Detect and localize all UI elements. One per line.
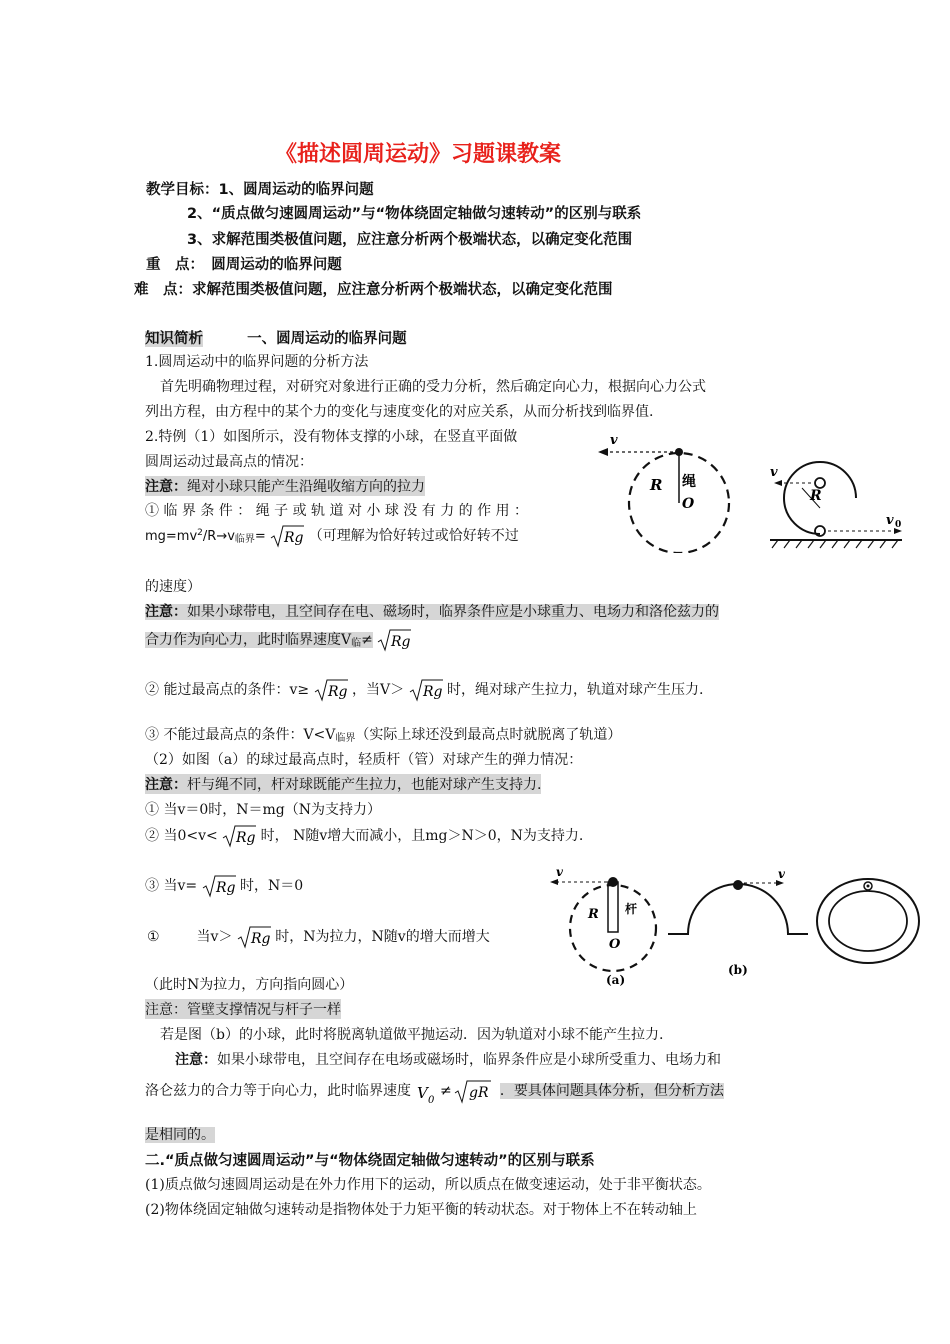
svg-text:Rg: Rg: [284, 530, 304, 546]
svg-text:Rg: Rg: [236, 830, 256, 846]
note-charged-field-2: 洛仑兹力的合力等于向心力，此时临界速度 V 0 ≠ gR ．要具体问题具体分析，但分析方法: [145, 1076, 724, 1106]
key-point: 重 点： 圆周运动的临界问题: [146, 257, 342, 273]
svg-text:Rg: Rg: [327, 684, 348, 700]
note-tube: 注意：管壁支撑情况与杆子一样: [145, 999, 341, 1019]
note-charged-2: 合力作为向心力，此时临界速度$V_临\ne$ Rg: [145, 632, 411, 650]
fig2-R-label: R: [810, 488, 822, 504]
sqrt-Rg: [270, 524, 304, 548]
case-intro-1: 2.特例（1）如图所示，没有物体支撑的小球，在竖直平面做: [145, 429, 518, 445]
figure-b-arch: [666, 868, 816, 978]
note-charged-field-3: 是相同的。: [145, 1127, 215, 1143]
section1-header: [145, 327, 407, 348]
rod-case-4: ① 当v＞ Rg 时，N为拉力，N随v的增大而增大: [147, 929, 490, 947]
figb-caption: (b): [728, 963, 748, 977]
svg-text:≠: ≠: [440, 1083, 453, 1099]
figure-tube-ring: [814, 876, 922, 966]
page-title: 《描述圆周运动》习题课教案: [275, 142, 562, 167]
fig1-v-label: v: [610, 433, 618, 448]
svg-text:gR: gR: [469, 1085, 489, 1101]
v0-neq-sqrt-gR: [415, 1076, 495, 1106]
fig2-v-label: v: [770, 465, 778, 480]
figa-rod-label: 杆: [625, 902, 638, 916]
objective-line-2: 2、“质点做匀速圆周运动”与“物体绕固定轴做匀速转动”的区别与联系: [187, 206, 642, 222]
method-title: 1.圆周运动中的临界问题的分析方法: [145, 354, 369, 370]
fig1-R-label: R: [650, 476, 663, 494]
figa-R-label: R: [588, 907, 599, 922]
rod-case-2: ② 当0<v< Rg 时， N随v增大而减小，且mg＞N＞0，N为支持力.: [145, 828, 584, 846]
note-rope: 注意：绳对小球只能产生沿绳收缩方向的拉力: [145, 476, 425, 496]
section2-line-1: (1)质点做匀速圆周运动是在外力作用下的运动，所以质点在做变速运动，处于非平衡状态。: [145, 1177, 711, 1193]
condition-over-top: ② 能过最高点的条件：v≥ Rg ，当V＞ Rg 时，绳对球产生拉力，轨道对球产生压力.: [145, 682, 704, 700]
case-intro-2: 圆周运动过最高点的情况：: [145, 454, 313, 470]
svg-text:0: 0: [428, 1095, 435, 1106]
objective-line-1: 教学目标：1、圆周运动的临界问题: [146, 182, 374, 198]
rod-case-1: ① 当v＝0时，N＝mg（N为支持力）: [145, 802, 382, 818]
figure-loop-track: [762, 452, 912, 552]
fig2-v0-sub: 0: [895, 520, 902, 530]
figa-O-label: O: [609, 937, 621, 952]
section2-line-2: (2)物体绕固定轴做匀速转动是指物体处于力矩平衡的转动状态。对于物体上不在转动轴上: [145, 1202, 697, 1218]
note-charged-1: 注意：如果小球带电，且空间存在电、磁场时，临界条件应是小球重力、电场力和洛伦兹力的: [145, 604, 719, 620]
rod-case-3: ③ 当v= Rg 时，N＝0: [145, 878, 304, 896]
svg-text:Rg: Rg: [250, 931, 271, 947]
fig2-v0-label: v: [886, 513, 894, 528]
section2-heading: 二.“质点做匀速圆周运动”与“物体绕固定轴做匀速转动”的区别与联系: [145, 1153, 595, 1169]
rod-case-note: （此时N为拉力，方向指向圆心）: [145, 977, 354, 993]
note-rod: 注意：杆与绳不同，杆对球既能产生拉力，也能对球产生支持力.: [145, 774, 541, 794]
method-line-2: 列出方程，由方程中的某个力的变化与速度变化的对应关系，从而分析找到临界值.: [145, 404, 654, 420]
fig1-rope-label: 绳: [682, 474, 696, 490]
difficulty: 难 点：求解范围类极值问题，应注意分析两个极端状态，以确定变化范围: [134, 282, 613, 298]
figb-v-label: v: [778, 868, 785, 881]
svg-text:Rg: Rg: [422, 684, 443, 700]
figa-caption: (a): [606, 973, 626, 987]
knowledge-tag: 知识简析: [145, 331, 203, 347]
rod-intro: （2）如图（a）的球过最高点时，轻质杆（管）对球产生的弹力情况：: [145, 752, 583, 768]
critical-condition-line: ① 临 界 条 件 ： 绳 子 或 轨 道 对 小 球 没 有 力 的 作 用 ：: [145, 503, 529, 519]
figure-rope-circle: [592, 428, 752, 553]
figa-v-label: v: [556, 868, 563, 879]
note-charged-field-1: 注意：如果小球带电，且空间存在电场或磁场时，临界条件应是小球所受重力、电场力和: [175, 1052, 721, 1068]
figure-a-rod: [548, 868, 666, 992]
condition-not-over-top: ③ 不能过最高点的条件：$V<V_{临界}$（实际上球还没到最高点时就脱离了轨道）: [145, 727, 622, 744]
svg-text:Rg: Rg: [391, 634, 411, 650]
fig-b-explanation: 若是图（b）的小球，此时将脱离轨道做平抛运动．因为轨道对小球不能产生拉力.: [160, 1027, 664, 1043]
objective-line-3: 3、求解范围类极值问题，应注意分析两个极端状态，以确定变化范围: [187, 232, 633, 248]
method-line-1: 首先明确物理过程，对研究对象进行正确的受力分析，然后确定向心力，根据向心力公式: [160, 379, 706, 395]
svg-text:Rg: Rg: [215, 880, 236, 896]
section1-heading: 一、圆周运动的临界问题: [247, 331, 407, 347]
svg-text:V: V: [417, 1084, 429, 1102]
fig1-O-label: O: [682, 496, 695, 512]
critical-speed-tail: 的速度）: [145, 579, 201, 595]
critical-formula: $mg=mv^2/R\to v_{临界}=$ Rg （可理解为恰好转过或恰好转不过: [145, 524, 519, 548]
